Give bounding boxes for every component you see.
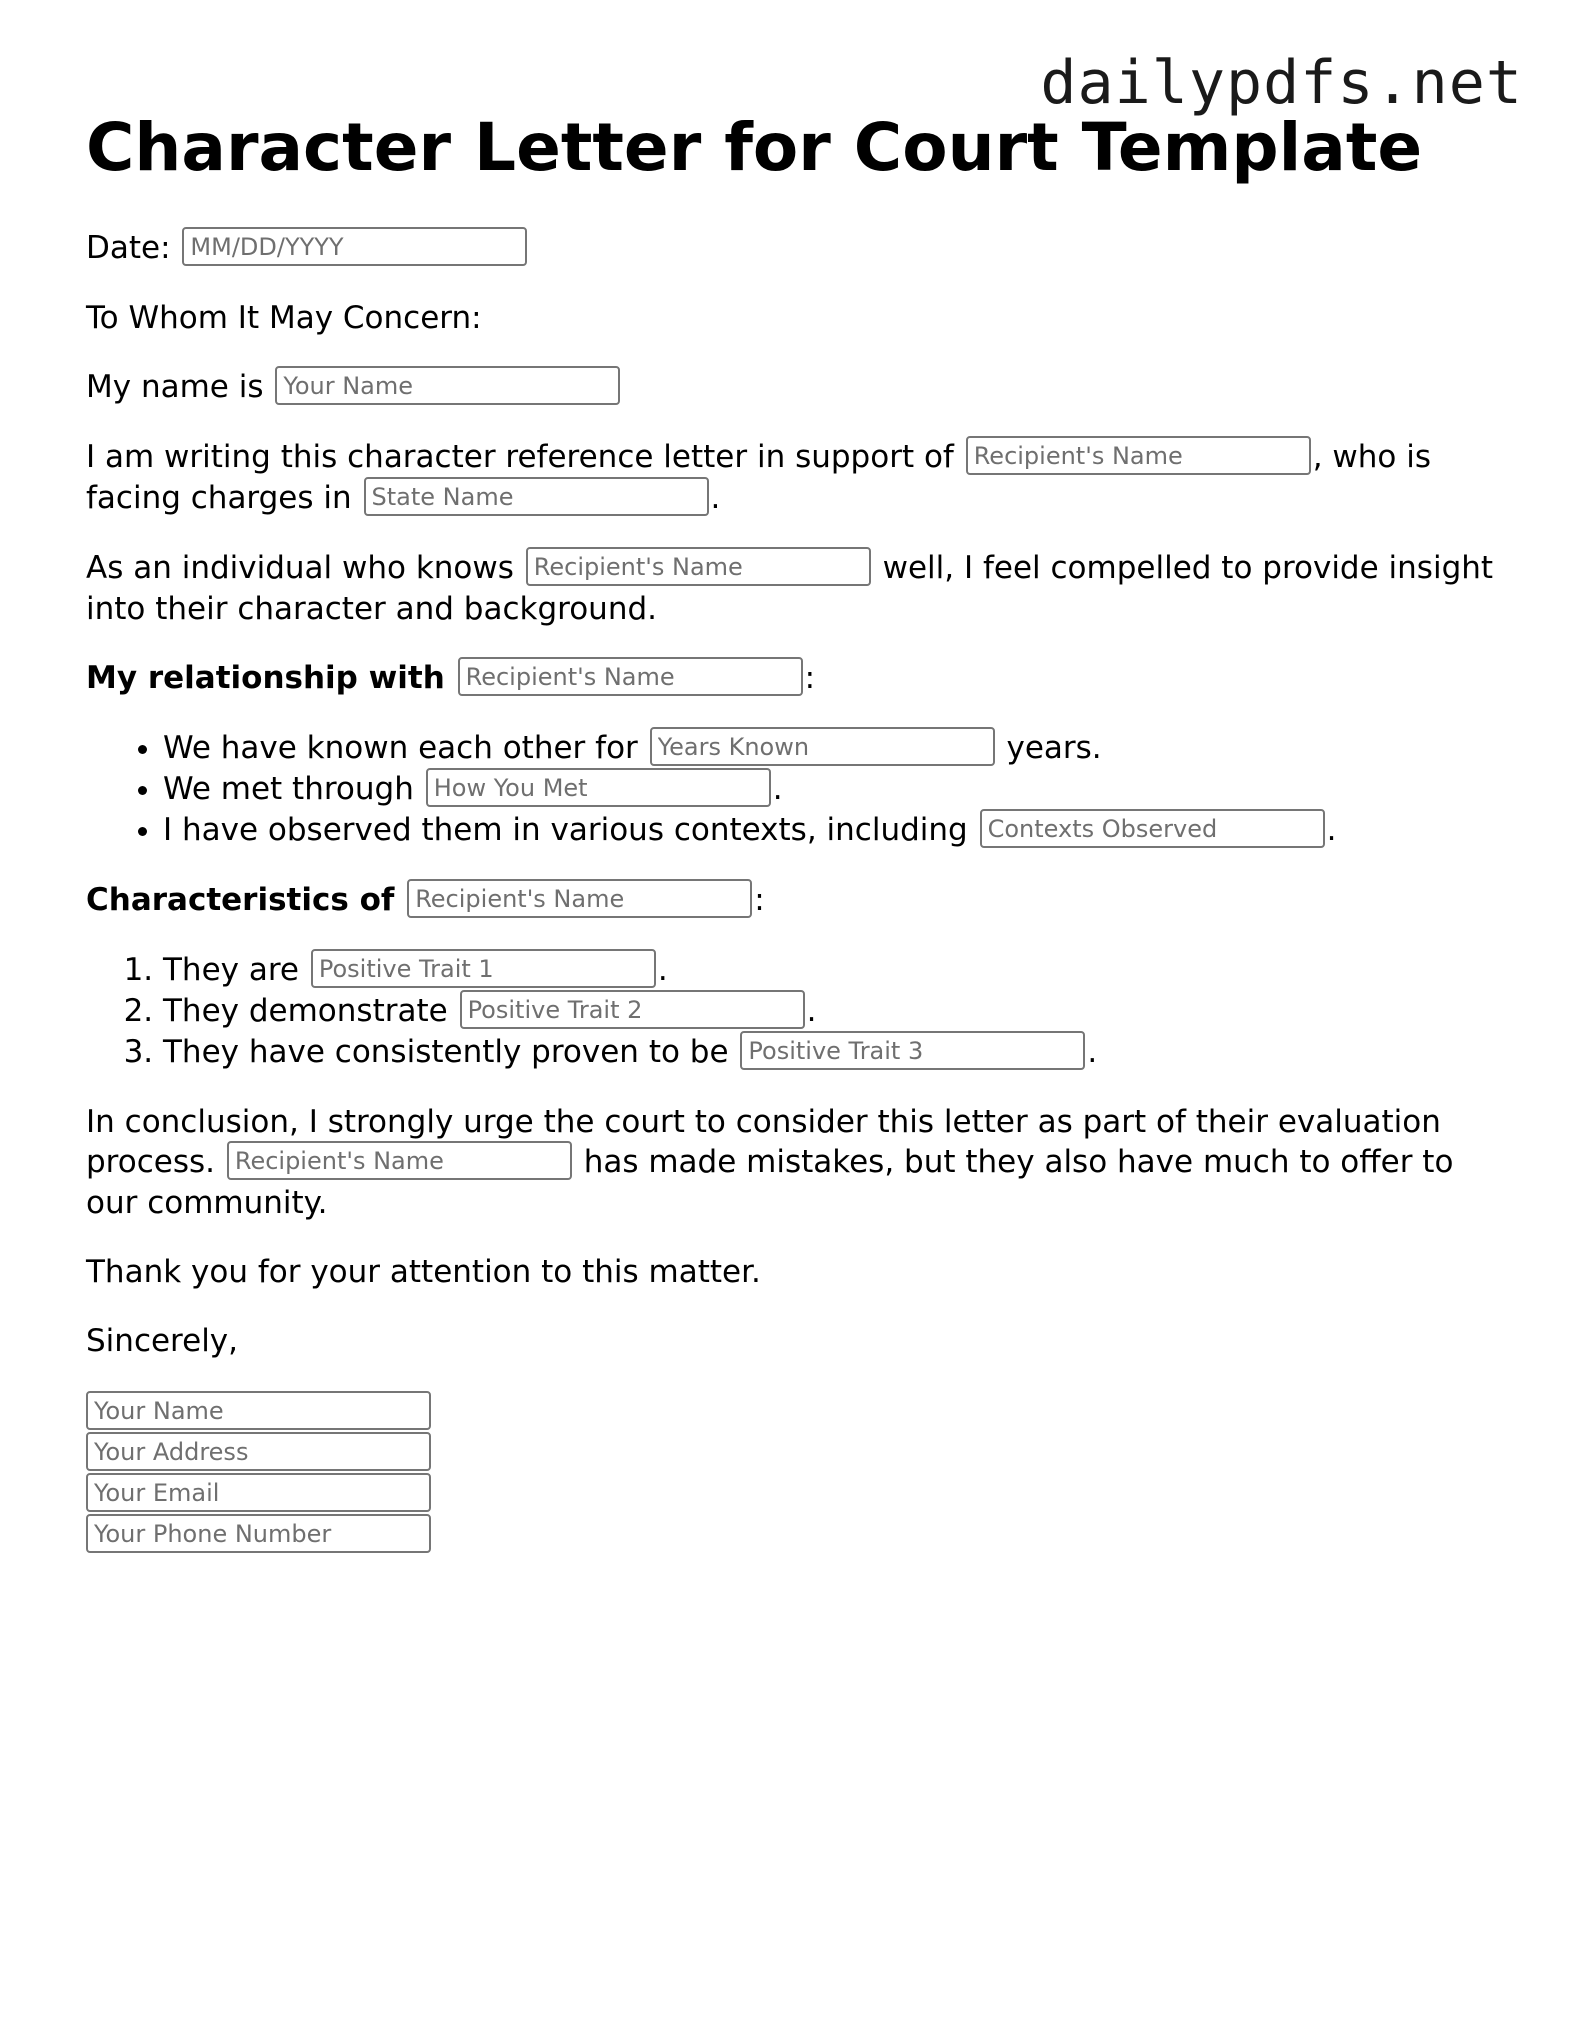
list-item-suffix: . [657, 952, 668, 988]
closing-line: Sincerely, [86, 1323, 239, 1359]
knows-line-suffix: well, I feel compelled to provide insight into their character and background. [86, 550, 1494, 627]
years-known-input[interactable] [650, 727, 995, 766]
list-item-prefix: We met through [163, 771, 414, 807]
list-item-suffix: . [772, 771, 783, 807]
list-item-suffix: . [806, 993, 817, 1029]
page-title: Character Letter for Court Template [86, 109, 1423, 186]
relationship-list [86, 728, 1496, 851]
state-name-input[interactable] [364, 477, 709, 516]
signature-block [86, 1391, 1496, 1553]
salutation: To Whom It May Concern: [86, 300, 482, 336]
conclusion-suffix: has made mistakes, but they also have much to offer to our community. [86, 1144, 1454, 1221]
knows-line [86, 548, 1496, 629]
contexts-observed-input[interactable] [980, 809, 1325, 848]
characteristics-heading-colon: : [754, 882, 765, 918]
knows-line-prefix: As an individual who knows [86, 550, 514, 586]
list-item-prefix: We have known each other for [163, 730, 638, 766]
list-item-suffix: . [1087, 1034, 1098, 1070]
date-label: Date: [86, 230, 171, 266]
list-item-suffix: . [1326, 812, 1337, 848]
name-line-prefix: My name is [86, 369, 264, 405]
list-item [163, 810, 1496, 851]
support-line-middle: , who is facing charges in [86, 439, 1431, 516]
thanks-line: Thank you for your attention to this matter. [86, 1254, 761, 1290]
list-item [163, 728, 1496, 769]
relationship-heading [86, 658, 1496, 699]
signature-name-input[interactable] [86, 1391, 431, 1430]
list-item-prefix: I have observed them in various contexts, including [163, 812, 968, 848]
list-item-suffix: years. [1006, 730, 1102, 766]
relationship-recipient-name-input[interactable] [458, 657, 803, 696]
name-line [86, 367, 1496, 408]
signature-address-input[interactable] [86, 1432, 431, 1471]
watermark: dailypdfs.net [1040, 48, 1523, 118]
conclusion-paragraph [86, 1102, 1496, 1223]
list-item-prefix: They have consistently proven to be [163, 1034, 729, 1070]
knows-recipient-name-input[interactable] [526, 547, 871, 586]
list-item [163, 1032, 1496, 1073]
characteristics-recipient-name-input[interactable] [407, 879, 752, 918]
how-you-met-input[interactable] [426, 768, 771, 807]
letter-page [86, 108, 1496, 1555]
positive-trait-1-input[interactable] [311, 949, 656, 988]
support-recipient-name-input[interactable] [966, 436, 1311, 475]
letter-body [86, 228, 1496, 1553]
date-input[interactable] [182, 227, 527, 266]
signature-email-input[interactable] [86, 1473, 431, 1512]
conclusion-recipient-name-input[interactable] [227, 1141, 572, 1180]
your-name-input[interactable] [275, 366, 620, 405]
characteristics-heading-text: Characteristics of [86, 882, 395, 918]
list-item [163, 950, 1496, 991]
conclusion-prefix: In conclusion, I strongly urge the court to consider this letter as part of their evaluation process. [86, 1104, 1441, 1180]
support-line-prefix: I am writing this character reference letter in support of [86, 439, 954, 475]
relationship-heading-colon: : [804, 660, 816, 696]
characteristics-list [86, 950, 1496, 1073]
relationship-heading-text: My relationship with [86, 660, 445, 696]
date-line [86, 228, 1496, 269]
support-line [86, 437, 1496, 519]
characteristics-heading [86, 880, 1496, 921]
positive-trait-3-input[interactable] [740, 1031, 1085, 1070]
list-item [163, 991, 1496, 1032]
list-item-prefix: They are [163, 952, 299, 988]
list-item-prefix: They demonstrate [163, 993, 448, 1029]
signature-phone-input[interactable] [86, 1514, 431, 1553]
positive-trait-2-input[interactable] [460, 990, 805, 1029]
support-line-suffix: . [710, 480, 721, 516]
list-item [163, 769, 1496, 810]
